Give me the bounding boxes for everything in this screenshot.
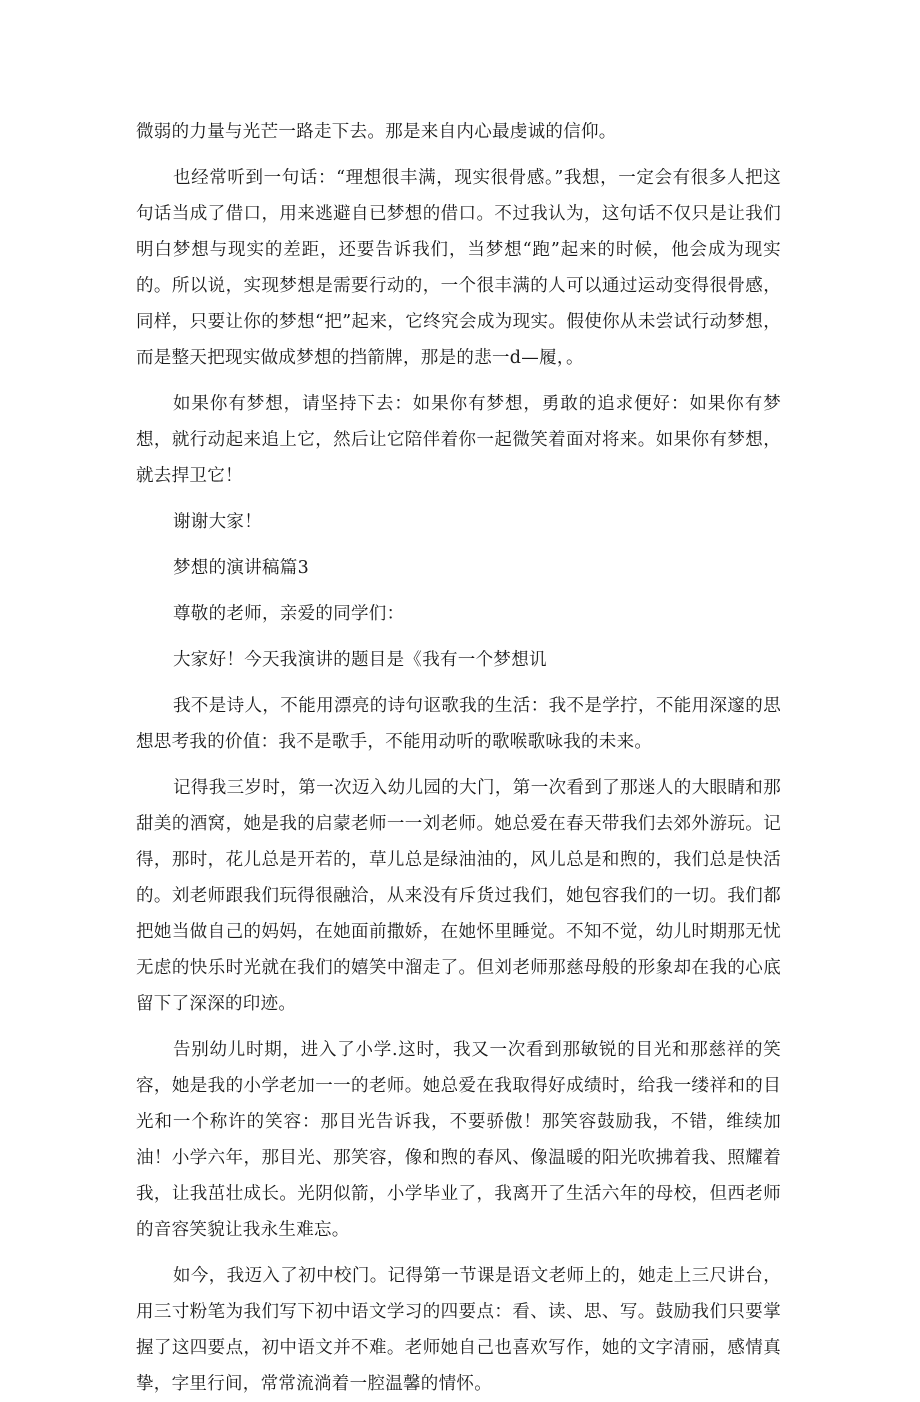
paragraph-10: 告别幼儿时期，进入了小学.这时，我又一次看到那敏锐的目光和那慈祥的笑容，她是我的小学老加一一的老师。她总爱在我取得好成绩时，给我一缕祥和的目光和一个称许的笑容：那目光告诉我，不要骄傲！那笑容鼓励我，不错，维续加油！小学六年，那目光、那笑容，像和煦的春风、像温暖的阳光吹拂着我、照耀着我，让我茁壮成长。光阴似箭，小学毕业了，我离开了生活六年的母校，但西老师的音容笑貌让我永生难忘。 [136, 1040, 781, 1240]
paragraph-8: 我不是诗人，不能用漂亮的诗句讴歌我的生活：我不是学拧，不能用深邃的思想思考我的价值：我不是歌手，不能用动听的歌喉歌咏我的未来。 [136, 696, 781, 752]
paragraph-3: 如果你有梦想，请坚持下去：如果你有梦想，勇敢的追求便好：如果你有梦想，就行动起来追上它，然后让它陪伴着你一起微笑着面对将来。如果你有梦想，就去捍卫它！ [136, 394, 781, 486]
section-heading: 梦想的演讲稿篇3 [173, 558, 310, 578]
greeting: 大家好！今天我演讲的题目是《我有一个梦想讥 [173, 650, 547, 670]
document-page [136, 114, 781, 1402]
paragraph-1: 微弱的力量与光芒一路走下去。那是来自内心最虔诚的信仰。 [136, 122, 617, 142]
paragraph-11: 如今，我迈入了初中校门。记得第一节课是语文老师上的，她走上三尺讲台，用三寸粉笔为我们写下初中语文学习的四要点：看、读、思、写。鼓励我们只要掌握了这四要点，初中语文并不难。老师她自己也喜欢写作，她的文字清丽，感情真挚，字里行间，常常流淌着一腔温馨的情怀。 [136, 1266, 781, 1394]
paragraph-9: 记得我三岁时，第一次迈入幼儿园的大门，第一次看到了那迷人的大眼睛和那甜美的酒窝，她是我的启蒙老师一一刘老师。她总爱在春天带我们去郊外游玩。记得，那时，花儿总是开若的，草儿总是绿油油的，风儿总是和煦的，我们总是快活的。刘老师跟我们玩得很融洽，从来没有斥货过我们，她包容我们的一切。我们都把她当做自己的妈妈，在她面前撒娇，在她怀里睡觉。不知不觉，幼儿时期那无忧无虑的快乐时光就在我们的嬉笑中溜走了。但刘老师那慈母般的形象却在我的心底留下了深深的印迹。 [136, 778, 781, 1014]
paragraph-2: 也经常听到一句话：“理想很丰满，现实很骨感。”我想，一定会有很多人把这句话当成了借口，用来逃避自已梦想的借口。不过我认为，这句话不仅只是让我们明白梦想与现实的差距，还要告诉我们，当梦想“跑”起来的时候，他会成为现实的。所以说，实现梦想是需要行动的，一个很丰满的人可以通过运动变得很骨感，同样，只要让你的梦想“把”起来，它终究会成为现实。假使你从未尝试行动梦想，而是整天把现实做成梦想的挡箭牌，那是的悲一d—履，。 [136, 168, 781, 368]
salutation: 尊敬的老师，亲爱的同学们： [173, 604, 405, 624]
paragraph-4: 谢谢大家！ [173, 512, 262, 532]
